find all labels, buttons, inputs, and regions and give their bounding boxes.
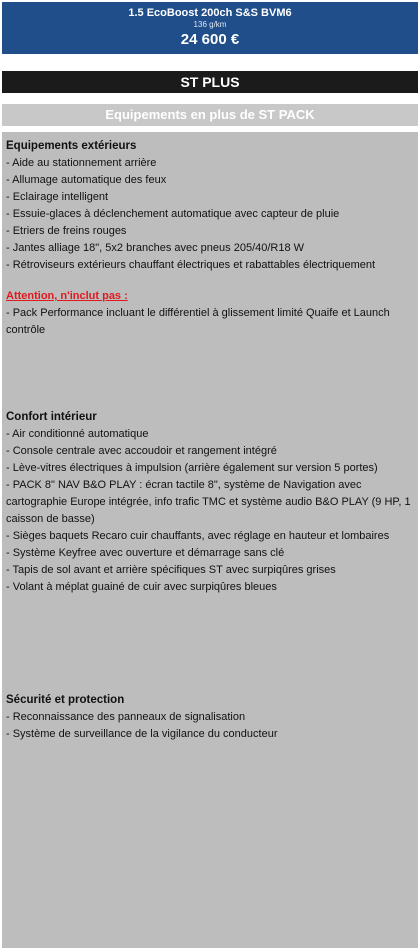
price-header xyxy=(2,2,418,54)
list-item: - Reconnaissance des panneaux de signalisation xyxy=(6,711,246,723)
section-title: Equipements extérieurs xyxy=(6,140,137,152)
equipment-panel xyxy=(2,132,418,948)
list-item: - Jantes alliage 18", 5x2 branches avec pneus 205/40/R18 W xyxy=(6,242,305,254)
list-item: - PACK 8" NAV B&O PLAY : écran tactile 8", système de Navigation avec cartographie Europe intégrée, info trafic TMC et système audio B&O PLAY (9 HP, 1 caisson de basse) xyxy=(6,479,411,525)
section-warning xyxy=(6,288,414,339)
section-safety xyxy=(6,692,414,743)
list-item: - Système Keyfree avec ouverture et démarrage sans clé xyxy=(6,547,285,559)
list-item: - Essuie-glaces à déclenchement automatique avec capteur de pluie xyxy=(6,208,340,220)
list-item: - Sièges baquets Recaro cuir chauffants, avec réglage en hauteur et lombaires xyxy=(6,530,390,542)
list-item: - Aide au stationnement arrière xyxy=(6,157,157,169)
list-item: - Rétroviseurs extérieurs chauffant électriques et rabattables électriquement xyxy=(6,259,376,271)
section-exterior xyxy=(6,138,414,274)
model-name: 1.5 EcoBoost 200ch S&S BVM6 xyxy=(128,7,292,19)
trim-title: ST PLUS xyxy=(2,71,418,93)
section-title: Confort intérieur xyxy=(6,411,97,423)
list-item: - Allumage automatique des feux xyxy=(6,174,167,186)
list-item: - Tapis de sol avant et arrière spécifiques ST avec surpiqûres grises xyxy=(6,564,336,576)
list-item: - Système de surveillance de la vigilance du conducteur xyxy=(6,728,278,740)
list-item: - Console centrale avec accoudoir et rangement intégré xyxy=(6,445,277,457)
section-title: Sécurité et protection xyxy=(6,694,125,706)
pack-title: Equipements en plus de ST PACK xyxy=(2,104,418,126)
price: 24 600 € xyxy=(180,31,240,48)
list-item: - Lève-vitres électriques à impulsion (arrière également sur version 5 portes) xyxy=(6,462,378,474)
list-item: - Pack Performance incluant le différentiel à glissement limité Quaife et Launch contrôle xyxy=(6,307,390,336)
list-item: - Air conditionné automatique xyxy=(6,428,149,440)
list-item: - Eclairage intelligent xyxy=(6,191,109,203)
co2-emission: 136 g/km xyxy=(193,20,227,29)
warning-title: Attention, n'inclut pas : xyxy=(6,290,128,302)
list-item: - Etriers de freins rouges xyxy=(6,225,127,237)
section-comfort xyxy=(6,409,414,596)
list-item: - Volant à méplat guainé de cuir avec surpiqûres bleues xyxy=(6,581,277,593)
